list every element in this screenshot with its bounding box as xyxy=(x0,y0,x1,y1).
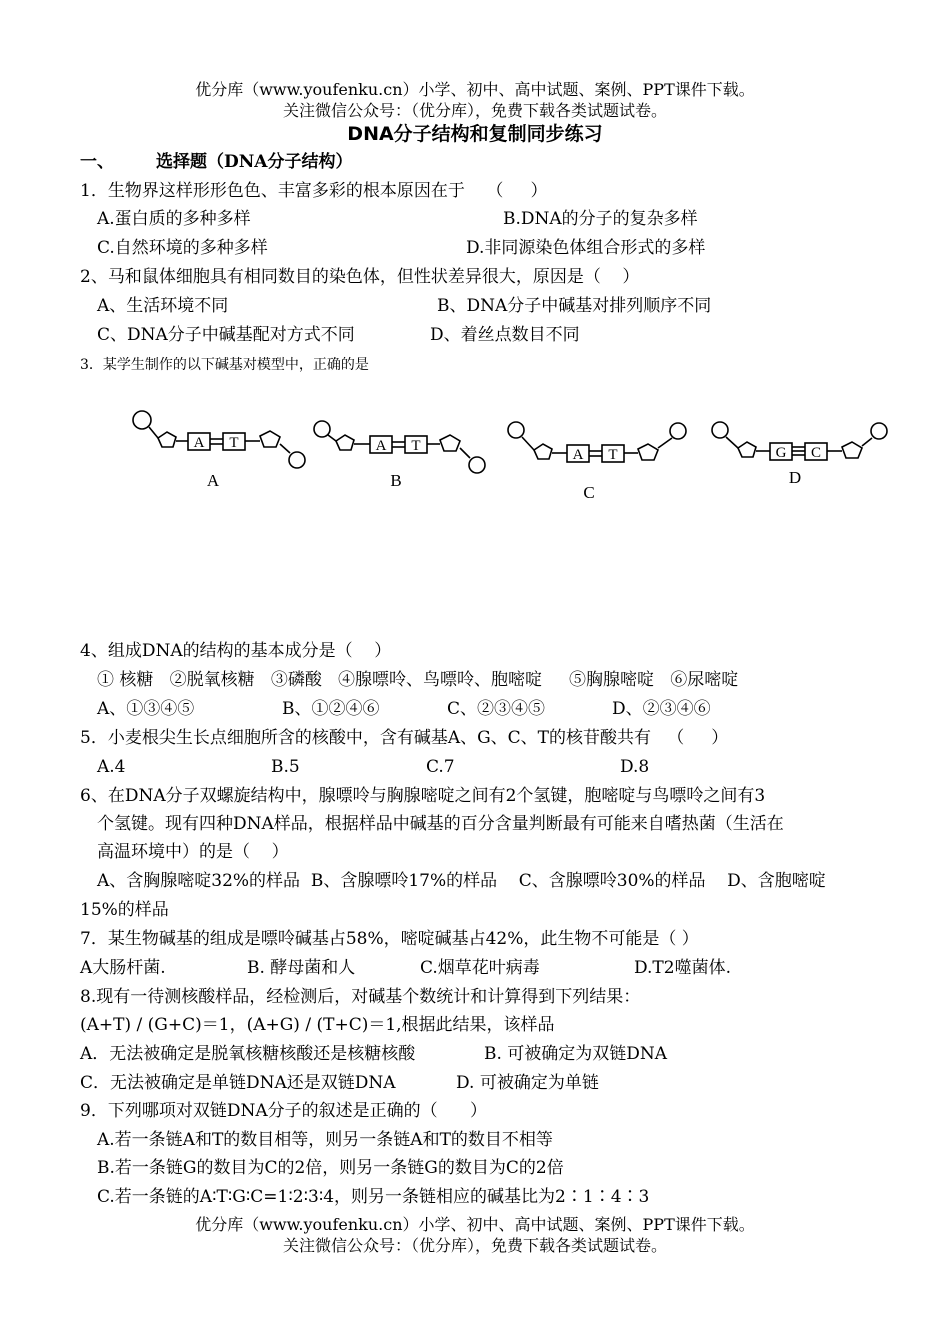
q5-option-d: D.8 xyxy=(620,757,650,777)
q3-stem: 3．某学生制作的以下碱基对模型中，正确的是 xyxy=(80,357,369,373)
q6-line-3: 高温环境中）的是（ ） xyxy=(97,842,289,862)
base-pair-diagram xyxy=(120,400,900,510)
q1-option-a: A.蛋白质的多种多样 xyxy=(97,209,251,229)
model-a-right-base: T xyxy=(229,435,239,451)
q9-option-c: C.若一条链的A∶T∶G∶C=1∶2∶3∶4，则另一条链相应的碱基比为2∶1∶4∶3 xyxy=(97,1187,650,1207)
q4-option-b: B、①②④⑥ xyxy=(282,699,380,719)
header-line-1: 优分库（www.youfenku.cn）小学、初中、高中试题、案例、PPT课件下载。 xyxy=(195,80,755,99)
q7-option-b: B. 酵母菌和人 xyxy=(247,958,356,978)
q2-stem: 2、马和鼠体细胞具有相同数目的染色体，但性状差异很大，原因是（ ） xyxy=(80,267,640,287)
footer-line-2: 关注微信公众号：（优分库），免费下载各类试题试卷。 xyxy=(282,1236,667,1255)
base-pair-model-b xyxy=(314,421,485,473)
q4-stem: 4、组成DNA的结构的基本成分是（ ） xyxy=(80,641,392,661)
q5-option-a: A.4 xyxy=(97,757,126,777)
q8-option-b: B. 可被确定为双链DNA xyxy=(484,1044,668,1064)
model-a-label: A xyxy=(206,471,220,490)
section-heading: 选择题（DNA分子结构） xyxy=(156,152,353,172)
q5-option-b: B.5 xyxy=(271,757,300,777)
model-d-right-base: C xyxy=(810,445,822,461)
q8-option-a: A．无法被确定是脱氧核糖核酸还是核糖核酸 xyxy=(80,1044,416,1064)
q2-option-c: C、DNA分子中碱基配对方式不同 xyxy=(97,325,355,345)
q4-option-d: D、②③④⑥ xyxy=(612,699,711,719)
q8-option-c: C．无法被确定是单链DNA还是双链DNA xyxy=(80,1073,396,1093)
q7-stem: 7．某生物碱基的组成是嘌呤碱基占58%，嘧啶碱基占42%，此生物不可能是（ ） xyxy=(80,929,699,949)
model-c-left-base: A xyxy=(572,447,584,463)
q6-options: A、含胸腺嘧啶32%的样品 B、含腺嘌呤17%的样品 C、含腺嘌呤30%的样品 D、含胞嘧啶 xyxy=(97,871,826,891)
model-c-right-base: T xyxy=(608,447,618,463)
model-d-left-base: G xyxy=(775,445,787,461)
q6-line-1: 6、在DNA分子双螺旋结构中，腺嘌呤与胸腺嘧啶之间有2个氢键，胞嘧啶与鸟嘌呤之间有3 xyxy=(80,786,766,806)
base-pair-model-d xyxy=(712,422,887,460)
q1-option-c: C.自然环境的多种多样 xyxy=(97,238,268,258)
q1-option-b: B.DNA的分子的复杂多样 xyxy=(503,209,698,229)
q8-stem: 8.现有一待测核酸样品，经检测后，对碱基个数统计和计算得到下列结果： xyxy=(80,987,641,1007)
q2-option-b: B、DNA分子中碱基对排列顺序不同 xyxy=(437,296,712,316)
q7-option-d: D.T2噬菌体. xyxy=(634,958,731,978)
header-line-2: 关注微信公众号：（优分库），免费下载各类试题试卷。 xyxy=(282,101,667,120)
q1-stem: 1．生物界这样形形色色、丰富多彩的根本原因在于 （ ） xyxy=(80,181,548,201)
q2-option-a: A、生活环境不同 xyxy=(97,296,229,316)
base-pair-model-c xyxy=(508,422,686,462)
q4-option-a: A、①③④⑤ xyxy=(97,699,195,719)
q9-option-a: A.若一条链A和T的数目相等，则另一条链A和T的数目不相等 xyxy=(97,1130,553,1150)
footer-line-1: 优分库（www.youfenku.cn）小学、初中、高中试题、案例、PPT课件下载。 xyxy=(195,1215,755,1234)
q9-option-b: B.若一条链G的数目为C的2倍，则另一条链G的数目为C的2倍 xyxy=(97,1158,564,1178)
q6-options-cont: 15%的样品 xyxy=(80,900,169,920)
q8-formula: (A+T) / (G+C)＝1，(A+G) / (T+C)＝1,根据此结果，该样品 xyxy=(80,1015,555,1035)
section-number: 一、 xyxy=(80,152,114,172)
model-c-label: C xyxy=(583,483,595,502)
q9-stem: 9．下列哪项对双链DNA分子的叙述是正确的（ ） xyxy=(80,1101,488,1121)
q4-items: ① 核糖 ②脱氧核糖 ③磷酸 ④腺嘌呤、鸟嘌呤、胞嘧啶 ⑤胸腺嘧啶 ⑥尿嘧啶 xyxy=(97,670,739,690)
q5-option-c: C.7 xyxy=(426,757,455,777)
model-b-left-base: A xyxy=(375,438,387,454)
q1-option-d: D.非同源染色体组合形式的多样 xyxy=(466,238,706,258)
q2-option-d: D、着丝点数目不同 xyxy=(430,325,580,345)
q6-line-2: 个氢键。现有四种DNA样品，根据样品中碱基的百分含量判断最有可能来自嗜热菌（生活在 xyxy=(97,814,784,834)
q7-option-c: C.烟草花叶病毒 xyxy=(420,958,540,978)
q5-stem: 5．小麦根尖生长点细胞所含的核酸中，含有碱基A、G、C、T的核苷酸共有 （ ） xyxy=(80,728,729,748)
model-b-label: B xyxy=(390,471,402,490)
model-b-right-base: T xyxy=(411,438,421,454)
q7-option-a: A大肠杆菌. xyxy=(80,958,166,978)
q4-option-c: C、②③④⑤ xyxy=(447,699,546,719)
page-title: DNA分子结构和复制同步练习 xyxy=(347,123,603,145)
q8-option-d: D. 可被确定为单链 xyxy=(456,1073,599,1093)
base-pair-model-a xyxy=(133,411,305,468)
model-a-left-base: A xyxy=(193,435,205,451)
model-d-label: D xyxy=(788,468,802,487)
